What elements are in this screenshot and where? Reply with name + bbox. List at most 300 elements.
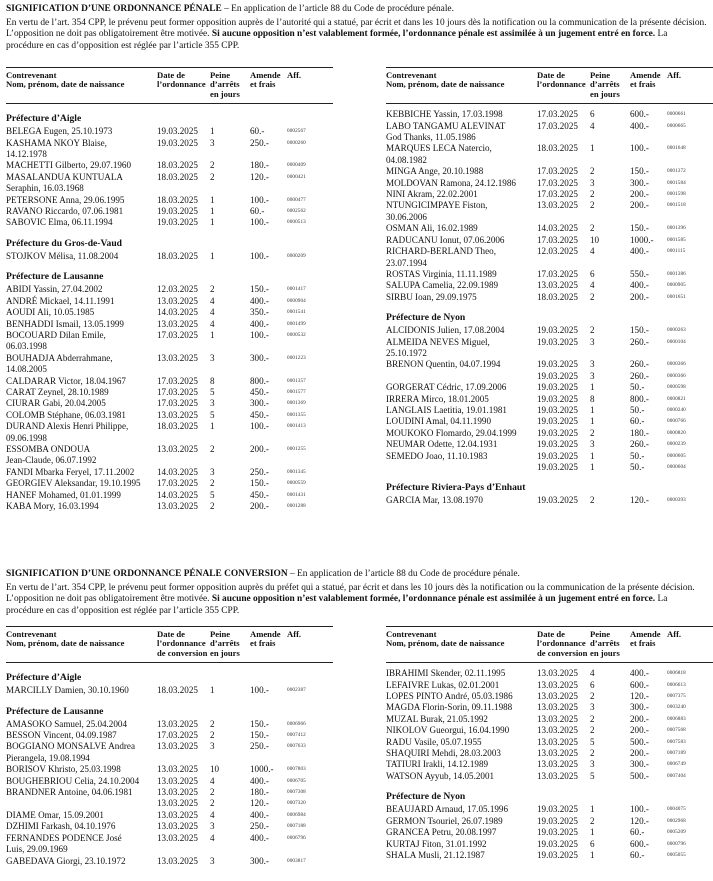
fine-cell: 500.-: [630, 770, 649, 781]
aff-cell: 0001577: [287, 388, 306, 395]
name-line: DZHIMI Farkash, 04.10.1976: [6, 821, 116, 832]
header-contrevenant: [6, 71, 157, 99]
name-line: RICHARD-BERLAND Theo,: [386, 246, 496, 257]
name-line: Pierangela, 19.08.1994: [6, 752, 90, 763]
fine-cell: 250.-: [250, 741, 269, 752]
name-line: COLOMB Stéphane, 06.03.1981: [6, 409, 126, 420]
table-row: [386, 668, 713, 679]
name-line: MARCILLY Damien, 30.10.1960: [6, 685, 129, 696]
name-line: Luis, 29.09.1969: [6, 844, 68, 855]
date-cell: 19.03.2025: [537, 325, 578, 336]
table-row: [386, 451, 713, 462]
contrevenant-cell: [6, 444, 157, 467]
days-cell: 3: [590, 759, 595, 770]
aff-cell: 0000240: [667, 406, 686, 413]
days-cell: 2: [210, 171, 215, 182]
date-cell: 13.03.2025: [537, 702, 578, 713]
header-peine: [210, 71, 250, 99]
fine-cell: 180.-: [630, 427, 649, 438]
date-cell: 12.03.2025: [537, 246, 578, 257]
table-row: [386, 359, 713, 370]
header-label: Peine: [210, 629, 231, 639]
contrevenant-cell: [6, 856, 157, 867]
days-cell: 1: [210, 206, 215, 217]
fine-cell: 1000.-: [250, 764, 274, 775]
aff-cell: 0006883: [667, 715, 686, 722]
aff-cell: 0001345: [287, 468, 306, 475]
name-line: BOCOUARD Dilan Emile,: [6, 329, 106, 340]
fine-cell: 450.-: [250, 386, 269, 397]
header-label: l’ordonnance: [537, 79, 586, 90]
contrevenant-cell: [386, 839, 537, 850]
aff-cell: 0005055: [667, 851, 686, 858]
table-row: [6, 330, 333, 353]
name-line: HANEF Mohamed, 01.01.1999: [6, 489, 121, 500]
date-cell: 13.03.2025: [537, 679, 578, 690]
table-row: [6, 730, 333, 741]
aff-cell: 0001396: [667, 225, 686, 232]
days-cell: 1: [210, 217, 215, 228]
aff-cell: 0000820: [667, 429, 686, 436]
fine-cell: 50.-: [630, 404, 645, 415]
aff-cell: 0001413: [287, 423, 306, 430]
contrevenant-cell: [386, 680, 537, 691]
fine-cell: 800.-: [250, 375, 269, 386]
contrevenant-cell: [6, 410, 157, 421]
contrevenant-cell: [386, 223, 537, 234]
table-row: [386, 816, 713, 827]
header-contrevenant: [6, 630, 157, 658]
aff-cell: 0000665: [667, 122, 686, 129]
aff-cell: 0001651: [667, 293, 686, 300]
header-amende: [250, 630, 287, 658]
date-cell: 12.03.2025: [157, 284, 198, 295]
fine-cell: 400.-: [250, 775, 269, 786]
name-line: ANDRÉ Mickael, 14.11.1991: [6, 295, 115, 306]
header-label: l’ordonnance: [537, 638, 586, 649]
days-cell: 5: [210, 386, 215, 397]
days-cell: 1: [210, 250, 215, 261]
contrevenant-cell: [6, 284, 157, 295]
header-label: d’arrêts: [210, 79, 240, 90]
name-line: PETERSONE Anna, 29.06.1995: [6, 194, 125, 205]
name-line: GEORGIEV Aleksandar, 19.10.1995: [6, 478, 141, 489]
contrevenant-cell: [386, 178, 537, 189]
name-line: CARAT Zeynel, 28.10.1989: [6, 386, 109, 397]
aff-cell: 0000532: [287, 331, 306, 338]
date-cell: 19.03.2025: [157, 217, 198, 228]
table-row: [386, 439, 713, 450]
fine-cell: 60.-: [630, 416, 645, 427]
fine-cell: 100.-: [630, 804, 649, 815]
name-line: 09.06.1998: [6, 432, 47, 443]
date-cell: 14.03.2025: [157, 489, 198, 500]
section-ordonnance-conversion: [6, 569, 707, 866]
days-cell: 4: [210, 318, 215, 329]
name-line: NTUNGICIMPAYE Fiston,: [386, 200, 488, 211]
fine-cell: 400.-: [250, 832, 269, 843]
name-line: GRANCEA Petru, 20.08.1997: [386, 827, 497, 838]
fine-cell: 200.-: [630, 189, 649, 200]
table-row: [6, 501, 333, 512]
table-row: [386, 428, 713, 439]
left-column: [6, 626, 333, 867]
days-cell: 4: [210, 809, 215, 820]
fine-cell: 50.-: [630, 462, 645, 472]
aff-cell: 0001357: [287, 377, 306, 384]
date-cell: 18.03.2025: [537, 291, 578, 302]
aff-cell: 0000559: [287, 480, 306, 487]
aff-cell: 0006818: [667, 670, 686, 677]
contrevenant-cell: [386, 748, 537, 759]
days-cell: 2: [210, 478, 215, 489]
fine-cell: 60.-: [630, 827, 645, 838]
date-cell: 19.03.2025: [537, 815, 578, 826]
date-cell: 13.03.2025: [157, 718, 198, 729]
date-cell: 19.03.2025: [537, 359, 578, 370]
days-cell: 2: [590, 691, 595, 702]
aff-cell: 0007308: [287, 789, 306, 796]
fine-cell: 600.-: [630, 109, 649, 120]
days-cell: 3: [210, 352, 215, 363]
fine-cell: 260.-: [630, 370, 649, 381]
aff-cell: 0001417: [287, 286, 306, 293]
date-cell: 19.03.2025: [537, 393, 578, 404]
contrevenant-cell: [6, 741, 157, 764]
fine-cell: 800.-: [630, 393, 649, 404]
days-cell: 3: [210, 855, 215, 866]
days-cell: 1: [210, 194, 215, 205]
aff-cell: 0000393: [667, 497, 686, 504]
aff-cell: 0000604: [667, 464, 686, 470]
date-cell: 13.03.2025: [157, 295, 198, 306]
days-cell: 1: [590, 804, 595, 815]
intro-text-end: La procédure en cas d’opposition est réglée par l’article 355 CPP.: [6, 594, 668, 616]
name-line: 14.08.2005: [6, 364, 47, 375]
fine-cell: 600.-: [630, 838, 649, 849]
contrevenant-cell: [6, 821, 157, 832]
days-cell: 2: [210, 501, 215, 511]
contrevenant-cell: [6, 764, 157, 775]
name-line: RAVANO Riccardo, 07.06.1981: [6, 206, 124, 217]
fine-cell: 200.-: [250, 501, 269, 511]
date-cell: 18.03.2025: [157, 194, 198, 205]
table-row: [386, 725, 713, 736]
aff-cell: 0001585: [667, 236, 686, 243]
fine-cell: 100.-: [250, 250, 269, 261]
table-row: [386, 702, 713, 713]
contrevenant-cell: [386, 759, 537, 770]
fine-cell: 200.-: [630, 713, 649, 724]
header-label: Nom, prénom, date de naissance: [386, 79, 505, 90]
aff-cell: 0000366: [667, 361, 686, 368]
prefecture-heading: Préfecture Riviera-Pays d’Enhaut: [386, 482, 526, 494]
days-cell: 2: [590, 748, 595, 759]
date-cell: 13.03.2025: [157, 775, 198, 786]
header-label: de conversion: [537, 647, 588, 658]
contrevenant-cell: [386, 405, 537, 416]
header-date: [157, 71, 210, 99]
contrevenant-cell: [6, 467, 157, 478]
aff-cell: 0000766: [667, 418, 686, 425]
prefecture-heading: Préfecture de Lausanne: [6, 705, 104, 717]
header-peine: [590, 630, 630, 658]
name-line: BRANDNER Antoine, 04.06.1981: [6, 787, 133, 798]
aff-cell: 0001386: [667, 270, 686, 277]
fine-cell: 350.-: [250, 307, 269, 318]
contrevenant-cell: [386, 771, 537, 782]
date-cell: 17.03.2025: [537, 234, 578, 245]
table-row: [386, 850, 713, 861]
aff-cell: 0000263: [667, 327, 686, 334]
date-cell: 19.03.2025: [537, 462, 578, 472]
days-cell: 2: [210, 160, 215, 171]
fine-cell: 200.-: [630, 725, 649, 736]
aff-cell: 0007583: [667, 738, 686, 745]
name-line: SEMEDO Joao, 11.10.1983: [386, 450, 488, 461]
name-line: GORGERAT Cédric, 17.09.2006: [386, 382, 507, 393]
header-label: Contrevenant: [6, 629, 57, 639]
fine-cell: 100.-: [250, 194, 269, 205]
date-cell: 18.03.2025: [537, 143, 578, 154]
fine-cell: 300.-: [250, 352, 269, 363]
date-cell: 19.03.2025: [537, 404, 578, 415]
table-row: [6, 138, 333, 161]
days-cell: 3: [210, 398, 215, 409]
aff-cell: 0006749: [667, 761, 686, 768]
days-cell: 2: [210, 798, 215, 809]
fine-cell: 300.-: [250, 855, 269, 866]
prefecture-heading: Préfecture de Nyon: [386, 312, 466, 324]
header-label: et frais: [630, 79, 656, 90]
section-intro: [6, 569, 707, 617]
aff-cell: 0000104: [667, 338, 686, 345]
fine-cell: 300.-: [630, 177, 649, 188]
prefecture-heading: Préfecture d’Aigle: [6, 672, 82, 684]
header-label: Peine: [210, 70, 231, 80]
date-cell: 13.03.2025: [157, 809, 198, 820]
name-line: SIRBU Ioan, 29.09.1975: [386, 291, 477, 302]
table-row: [6, 833, 333, 856]
fine-cell: 150.-: [630, 325, 649, 336]
fine-cell: 400.-: [250, 318, 269, 329]
aff-cell: 0006613: [667, 681, 686, 688]
date-cell: 17.03.2025: [537, 109, 578, 120]
fine-cell: 150.-: [630, 166, 649, 177]
section-title-rest: – En application de l’article 88 du Code de procédure pénale.: [287, 569, 520, 579]
contrevenant-cell: [386, 702, 537, 713]
days-cell: 5: [590, 770, 595, 781]
fine-cell: 150.-: [250, 718, 269, 729]
table-row: [6, 776, 333, 787]
name-line: MOLDOVAN Ramona, 24.12.1986: [386, 177, 516, 188]
table-row: [6, 398, 333, 409]
aff-cell: 0001355: [287, 411, 306, 418]
header-date: [537, 71, 590, 99]
aff-cell: 0000513: [287, 219, 306, 226]
table-row: [386, 223, 713, 234]
days-cell: 3: [210, 466, 215, 477]
table-row: [386, 405, 713, 416]
table-row: [386, 269, 713, 280]
contrevenant-cell: [386, 166, 537, 177]
name-line: AOUDI Ali, 10.05.1985: [6, 307, 95, 318]
fine-cell: 260.-: [630, 359, 649, 370]
contrevenant-cell: [386, 337, 537, 360]
header-label: Date de: [537, 629, 565, 639]
fine-cell: 200.-: [250, 443, 269, 454]
aff-cell: 0001288: [287, 503, 306, 509]
aff-cell: 0003240: [667, 704, 686, 711]
name-line: NIKOLOV Gueorgui, 16.04.1990: [386, 725, 510, 736]
aff-cell: 0007188: [287, 823, 306, 830]
header-label: en jours: [210, 647, 240, 658]
name-line: DURAND Alexis Henri Philippe,: [6, 421, 129, 432]
table-row: [386, 189, 713, 200]
name-line: BENHADDI Ismail, 13.05.1999: [6, 318, 124, 329]
table-row: [6, 160, 333, 171]
header-label: Date de: [157, 629, 185, 639]
date-cell: 17.03.2025: [537, 166, 578, 177]
aff-cell: 0000366: [667, 372, 686, 379]
date-cell: 19.03.2025: [537, 450, 578, 461]
name-line: MACHETTI Gilberto, 29.07.1960: [6, 160, 132, 171]
header-label: en jours: [590, 647, 620, 658]
header-label: et frais: [630, 638, 656, 649]
header-label: Nom, prénom, date de naissance: [386, 638, 505, 649]
name-line: LABO TANGAMU ALEVINAT: [386, 120, 506, 131]
aff-cell: 0000661: [667, 111, 686, 118]
name-line: KASHAMA NKOY Blaise,: [6, 137, 107, 148]
fine-cell: 500.-: [630, 736, 649, 747]
table-row: [386, 394, 713, 405]
aff-cell: 0000598: [667, 384, 686, 391]
header-label: Peine: [590, 629, 611, 639]
date-cell: 13.03.2025: [537, 748, 578, 759]
aff-cell: 0006966: [287, 720, 306, 727]
days-cell: 3: [590, 702, 595, 713]
header-label: de conversion: [157, 647, 208, 658]
days-cell: 4: [590, 246, 595, 257]
fine-cell: 150.-: [250, 478, 269, 489]
name-line: BRENON Quentin, 04.07.1994: [386, 359, 501, 370]
header-label: en jours: [210, 88, 240, 99]
fine-cell: 400.-: [250, 295, 269, 306]
date-cell: 19.03.2025: [537, 849, 578, 860]
fine-cell: 400.-: [630, 120, 649, 131]
contrevenant-cell: [6, 787, 157, 798]
contrevenant-cell: [386, 827, 537, 838]
name-line: BOGGIANO MONSALVE Andrea: [6, 741, 135, 752]
table-row: [386, 714, 713, 725]
days-cell: 2: [590, 200, 595, 211]
table-row: [386, 143, 713, 166]
name-line: BESSON Vincent, 04.09.1987: [6, 730, 117, 741]
days-cell: 4: [590, 280, 595, 291]
days-cell: 6: [590, 268, 595, 279]
header-label: Amende: [250, 70, 281, 80]
name-line: LOUDINI Amal, 04.11.1990: [386, 416, 491, 427]
name-line: ABIDI Yassin, 27.04.2002: [6, 284, 103, 295]
aff-cell: 0003817: [287, 857, 306, 864]
days-cell: 2: [590, 427, 595, 438]
aff-cell: 0001369: [287, 400, 306, 407]
table-row: [386, 462, 713, 473]
fine-cell: 450.-: [250, 409, 269, 420]
right-column: [386, 626, 713, 861]
name-line: FERNANDES PODENCE José: [6, 832, 122, 843]
aff-cell: 0002387: [287, 687, 306, 694]
days-cell: 2: [590, 325, 595, 336]
contrevenant-cell: [386, 691, 537, 702]
contrevenant-cell: [6, 810, 157, 821]
date-cell: 13.03.2025: [157, 764, 198, 775]
contrevenant-cell: [386, 428, 537, 439]
aff-cell: 0006705: [287, 777, 306, 784]
name-line: LEFAIVRE Lukas, 02.01.2001: [386, 679, 500, 690]
aff-cell: 0006796: [287, 834, 306, 841]
table-row: [6, 821, 333, 832]
days-cell: 2: [210, 787, 215, 798]
days-cell: 4: [590, 668, 595, 679]
aff-cell: 0002562: [287, 208, 306, 215]
days-cell: 1: [210, 685, 215, 696]
fine-cell: 120.-: [630, 691, 649, 702]
table-row: [6, 410, 333, 421]
days-cell: 1: [590, 416, 595, 427]
date-cell: 18.03.2025: [157, 685, 198, 696]
days-cell: 2: [210, 443, 215, 454]
date-cell: 17.03.2025: [157, 478, 198, 489]
table-row: [386, 337, 713, 360]
date-cell: 19.03.2025: [537, 370, 578, 381]
table-row: [386, 235, 713, 246]
table-row: [386, 759, 713, 770]
table-row: [6, 307, 333, 318]
fine-cell: 400.-: [630, 280, 649, 291]
aff-cell: 0005209: [667, 829, 686, 836]
aff-cell: 0007375: [667, 693, 686, 700]
fine-cell: 60.-: [250, 206, 265, 217]
name-line: 06.03.1998: [6, 341, 47, 352]
name-line: BEAUJARD Arnaud, 17.05.1996: [386, 804, 509, 815]
date-cell: 19.03.2025: [537, 838, 578, 849]
contrevenant-cell: [386, 121, 537, 144]
name-line: KEBBICHE Yassin, 17.03.1998: [386, 109, 503, 120]
aff-cell: 0007568: [667, 727, 686, 734]
aff-cell: 0000605: [667, 452, 686, 459]
table-row: [386, 200, 713, 223]
table-row: [386, 839, 713, 850]
date-cell: 17.03.2025: [157, 730, 198, 741]
date-cell: 19.03.2025: [537, 382, 578, 393]
header-date: [157, 630, 210, 658]
fine-cell: 250.-: [250, 821, 269, 832]
table-header: [6, 68, 333, 103]
table-row: [386, 178, 713, 189]
header-label: Date de: [157, 70, 185, 80]
fine-cell: 150.-: [250, 730, 269, 741]
header-label: et frais: [250, 638, 276, 649]
aff-cell: 0001223: [287, 354, 306, 361]
header-amende: [630, 630, 667, 658]
date-cell: 17.03.2025: [537, 189, 578, 200]
contrevenant-cell: [386, 246, 537, 269]
fine-cell: 60.-: [630, 849, 645, 860]
contrevenant-cell: [6, 421, 157, 444]
fine-cell: 100.-: [250, 329, 269, 340]
date-cell: 17.03.2025: [537, 177, 578, 188]
